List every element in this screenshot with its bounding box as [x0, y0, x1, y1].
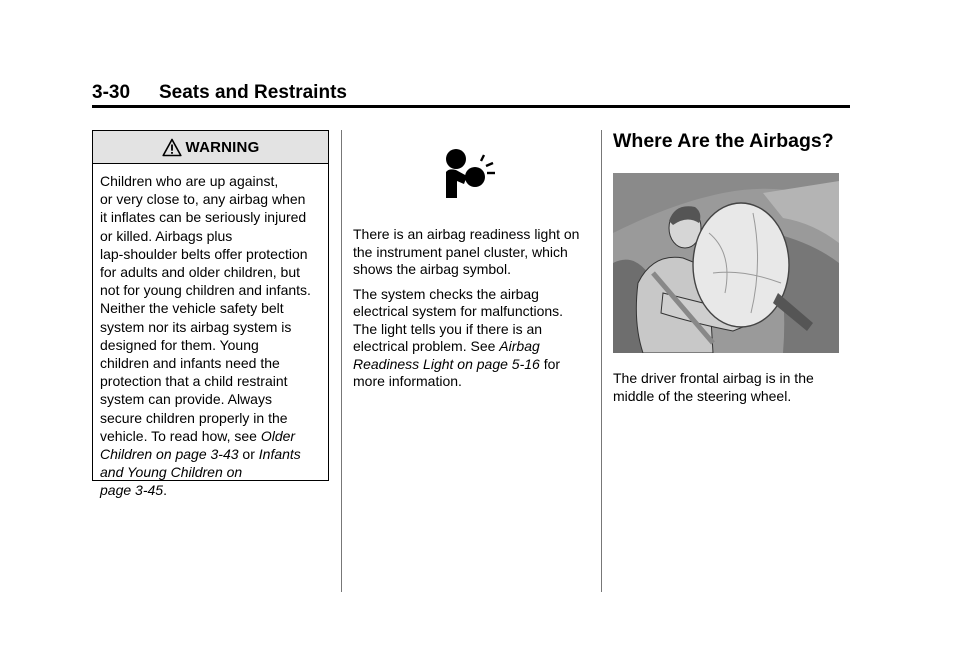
warning-line: [100, 481, 322, 499]
warning-triangle-icon: [162, 138, 182, 157]
warning-line: for adults and older children, but: [100, 264, 301, 281]
warning-line: [100, 427, 322, 445]
link-infants-page[interactable]: page 3-45: [100, 482, 164, 499]
warning-line: lap-shoulder belts offer protection: [100, 245, 308, 262]
section-title: Where Are the Airbags?: [613, 130, 834, 152]
page-header: [92, 78, 850, 108]
warning-line: system can provide. Always: [100, 391, 272, 408]
malfunction-text: The system checks the airbag electrical system for malfunctions. The light tells you if there is an electrical problem. See: [353, 285, 564, 354]
warning-line: or killed. Airbags plus: [100, 227, 233, 244]
warning-line: secure children properly in the: [100, 409, 288, 426]
warning-line: [100, 463, 322, 481]
warning-line: protection that a child restraint: [100, 373, 288, 390]
airbag-readiness-icon: [443, 148, 499, 200]
link-infants[interactable]: Infants: [258, 446, 301, 463]
warning-line: Neither the vehicle safety belt: [100, 300, 284, 317]
readiness-paragraph: There is an airbag readiness light on the instrument panel cluster, which shows the airbag symbol.: [353, 226, 580, 277]
airbag-caption: The driver frontal airbag is in the middle of the steering wheel.: [613, 370, 814, 404]
warning-line-text: vehicle. To read how, see: [100, 427, 261, 444]
warning-line: Children who are up against,: [100, 173, 279, 189]
page-number: 3-30: [92, 82, 131, 103]
warning-line: children and infants need the: [100, 355, 280, 372]
middle-text: [353, 226, 587, 398]
column-divider-1: [341, 130, 342, 592]
warning-box: [92, 130, 329, 499]
column-divider-2: [601, 130, 602, 592]
warning-line: not for young children and infants.: [100, 282, 311, 299]
warning-heading-text: WARNING: [185, 138, 260, 156]
warning-body: [93, 164, 328, 500]
warning-line: it inflates can be seriously injured: [100, 209, 307, 226]
chapter-title: Seats and Restraints: [159, 82, 347, 103]
connector-text: or: [238, 446, 259, 463]
malfunction-end: for more information.: [353, 355, 561, 389]
warning-line: system nor its airbag system is: [100, 318, 292, 335]
end-period: .: [163, 482, 167, 499]
malfunction-paragraph: [353, 286, 587, 391]
link-infants-cont[interactable]: and Young Children on: [100, 464, 243, 481]
link-airbag-readiness-light[interactable]: Airbag Readiness Light on page 5-16: [353, 338, 540, 372]
driver-frontal-airbag-illustration: [613, 173, 839, 353]
warning-line: or very close to, any airbag when: [100, 191, 306, 208]
warning-heading: [93, 131, 328, 164]
warning-line: [100, 445, 322, 463]
link-older-children[interactable]: Older: [260, 427, 296, 444]
warning-line: designed for them. Young: [100, 336, 259, 353]
link-older-children-cont[interactable]: Children on page 3-43: [100, 446, 239, 463]
